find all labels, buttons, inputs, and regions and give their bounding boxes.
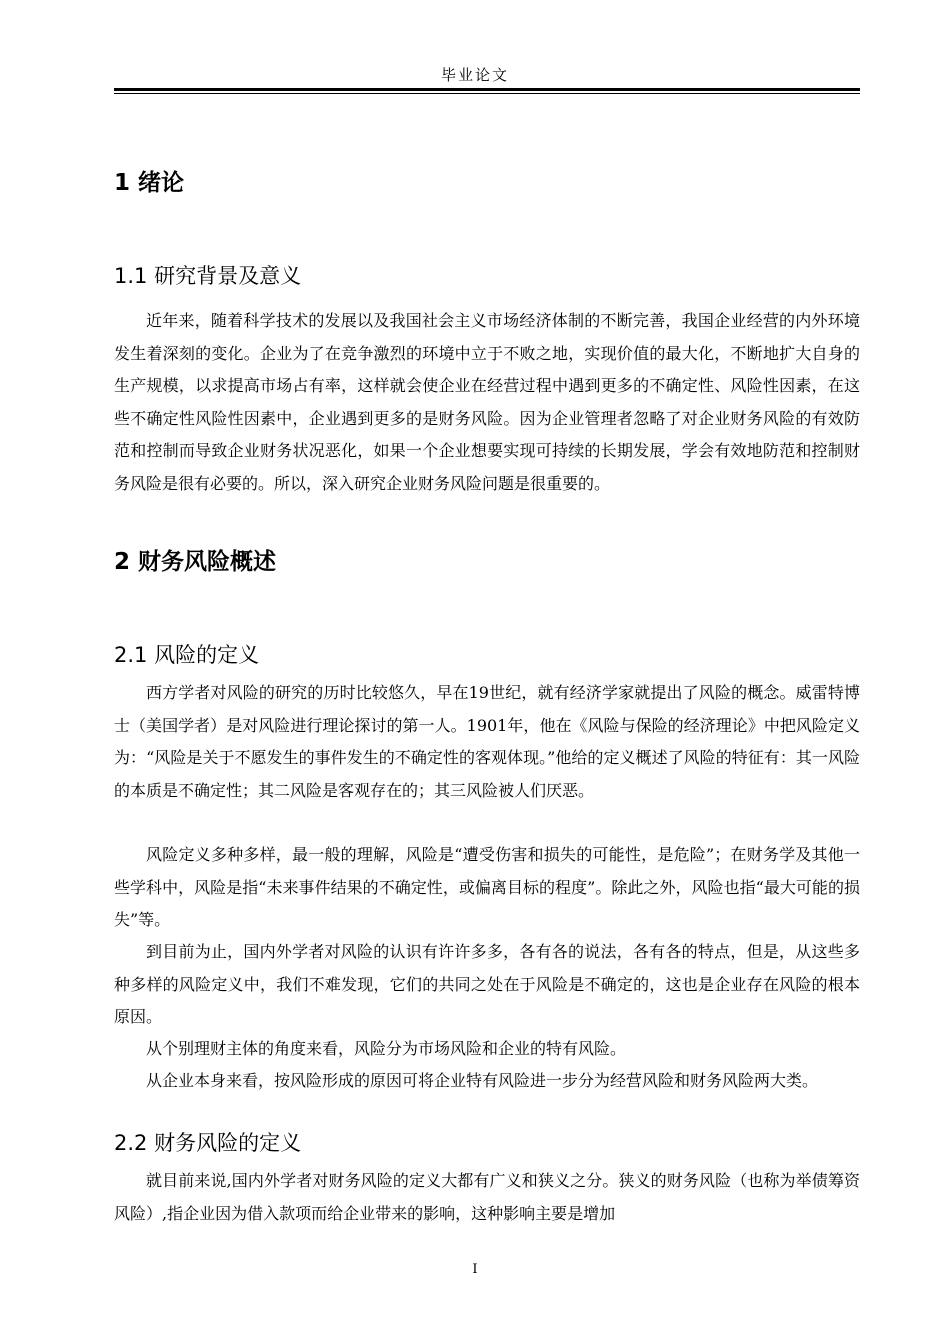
paragraph-2-1-1: 西方学者对风险的研究的历时比较悠久，早在19世纪，就有经济学家就提出了风险的概念。威雷特博士（美国学者）是对风险进行理论探讨的第一人。1901年，他在《风险与保险的经济理论》中把风险定义为：“风险是关于不愿发生的事件发生的不确定性的客观体现。”他给的定义概述了风险的特征有：其一风险的本质是不确定性；其二风险是客观存在的；其三风险被人们厌恶。: [114, 683, 860, 800]
paragraph-2-1-3: 到目前为止，国内外学者对风险的认识有许许多多，各有各的说法，各有各的特点，但是，从这些多种多样的风险定义中，我们不难发现，它们的共同之处在于风险是不确定的，这也是企业存在风险的根本原因。: [114, 942, 860, 1026]
paragraph-2-1-2: 风险定义多种多样，最一般的理解，风险是“遭受伤害和损失的可能性，是危险”；在财务学及其他一些学科中，风险是指“未来事件结果的不确定性，或偏离目标的程度”。除此之外，风险也指“最大可能的损失”等。: [114, 845, 860, 929]
paragraph-2-1-4: 从个别理财主体的角度来看，风险分为市场风险和企业的特有风险。: [146, 1039, 627, 1058]
header-rule-thin: [114, 93, 860, 94]
page-header: 毕业论文: [440, 66, 509, 84]
header-rule-thick: [114, 88, 860, 91]
paragraph-2-2-1: 就目前来说,国内外学者对财务风险的定义大都有广义和狭义之分。狭义的财务风险（也称为举债筹资风险）,指企业因为借入款项而给企业带来的影响，这种影响主要是增加: [114, 1171, 860, 1223]
section-heading-2-1: 2.1 风险的定义: [114, 643, 260, 667]
section-heading-1-1: 1.1 研究背景及意义: [114, 264, 302, 288]
chapter-heading-1: 1 绪论: [114, 170, 185, 196]
page-number: I: [472, 1262, 478, 1277]
section-heading-2-2: 2.2 财务风险的定义: [114, 1131, 302, 1155]
chapter-heading-2: 2 财务风险概述: [114, 549, 277, 575]
paragraph-2-1-5: 从企业本身来看，按风险形成的原因可将企业特有风险进一步分为经营风险和财务风险两大类。: [146, 1071, 819, 1090]
paragraph-1-1-1: 近年来，随着科学技术的发展以及我国社会主义市场经济体制的不断完善，我国企业经营的内外环境发生着深刻的变化。企业为了在竞争激烈的环境中立于不败之地，实现价值的最大化，不断地扩大自身的生产规模，以求提高市场占有率，这样就会使企业在经营过程中遇到更多的不确定性、风险性因素，在这些不确定性风险性因素中，企业遇到更多的是财务风险。因为企业管理者忽略了对企业财务风险的有效防范和控制而导致企业财务状况恶化，如果一个企业想要实现可持续的长期发展，学会有效地防范和控制财务风险是很有必要的。所以，深入研究企业财务风险问题是很重要的。: [114, 311, 860, 493]
